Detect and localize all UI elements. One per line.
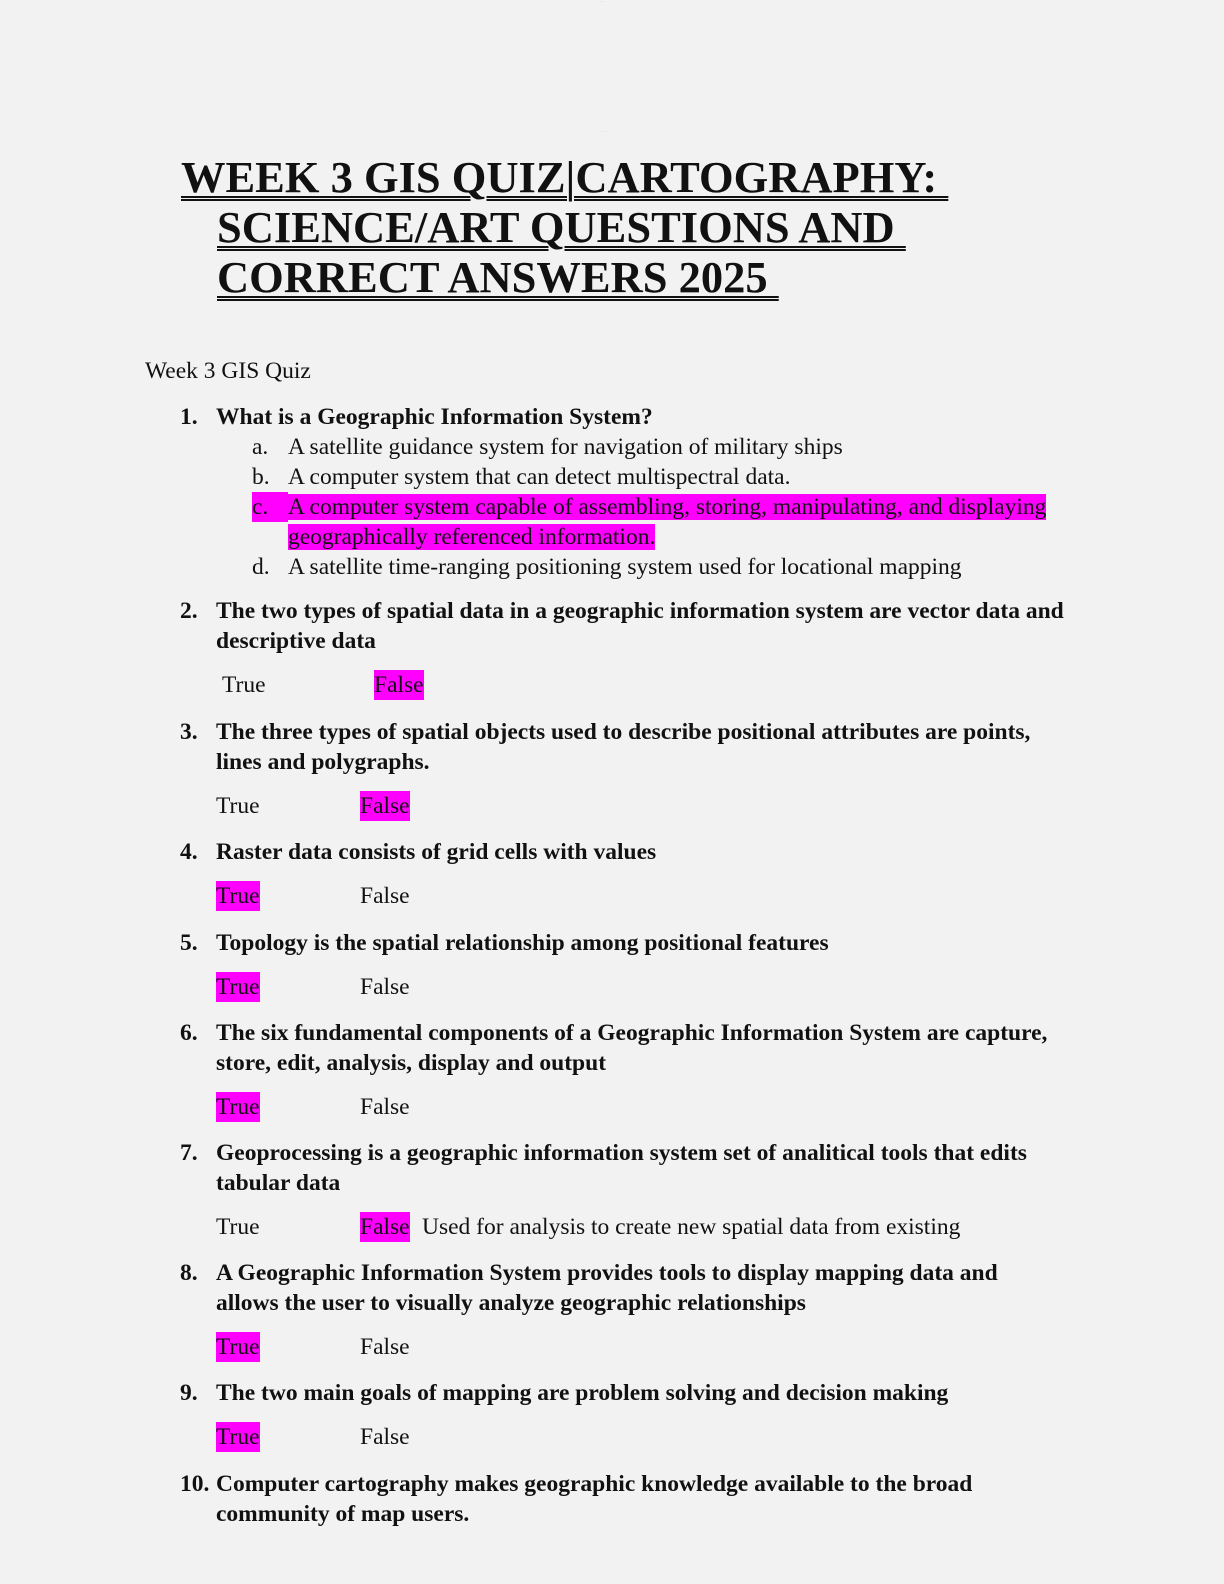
true-option: True [216, 793, 260, 819]
false-option: False [360, 1424, 410, 1450]
question-number: 6. [180, 1020, 198, 1046]
question-number: 5. [180, 930, 198, 956]
option-a [252, 432, 1062, 462]
answer-note: Used for analysis to create new spatial data from existing [422, 1214, 961, 1240]
option-d [252, 552, 1062, 582]
false-option-selected: False [360, 1214, 410, 1240]
question-number: 9. [180, 1380, 198, 1406]
true-false-row [180, 1332, 1080, 1362]
true-option-selected: True [216, 1094, 260, 1120]
option-list [180, 432, 1080, 582]
question-text: Topology is the spatial relationship among positional features [216, 930, 829, 956]
question-text: What is a Geographic Information System? [216, 404, 653, 430]
true-option-selected: True [216, 883, 260, 909]
true-option: True [216, 1214, 260, 1240]
option-text-wrap [288, 492, 1047, 552]
false-option-selected: False [360, 793, 410, 819]
true-false-row [180, 670, 1080, 700]
true-option: True [222, 672, 266, 698]
question-text: The three types of spatial objects used to describe positional attributes are points, lines and polygraphs. [216, 719, 1031, 775]
question-2 [180, 596, 1080, 700]
true-false-row [180, 791, 1080, 821]
true-option-selected: True [216, 974, 260, 1000]
question-text: A Geographic Information System provides tools to display mapping data and allows the user to visually analyze geographic relationships [216, 1260, 998, 1316]
question-3 [180, 717, 1080, 821]
true-false-row [180, 1212, 1080, 1242]
page-title [181, 152, 1081, 302]
question-text: Computer cartography makes geographic knowledge available to the broad community of map users. [216, 1471, 973, 1527]
false-option: False [360, 974, 410, 1000]
question-8 [180, 1258, 1080, 1362]
false-option: False [360, 1334, 410, 1360]
question-number: 1. [180, 404, 198, 430]
question-number: 2. [180, 598, 198, 624]
question-10 [180, 1469, 1080, 1529]
question-text: Raster data consists of grid cells with values [216, 839, 657, 865]
true-false-row [180, 972, 1080, 1002]
question-number: 3. [180, 719, 198, 745]
title-line-1: WEEK 3 GIS QUIZ|CARTOGRAPHY: [181, 152, 949, 202]
header-mark-top: · · · [600, 0, 605, 4]
false-option-selected: False [374, 672, 424, 698]
question-4 [180, 837, 1080, 911]
title-line-3: CORRECT ANSWERS 2025 [217, 252, 779, 302]
option-text-highlighted: A computer system capable of assembling, storing, manipulating, and displaying geographically referenced information. [288, 494, 1047, 550]
question-1 [180, 402, 1080, 582]
question-number: 8. [180, 1260, 198, 1286]
true-option-selected: True [216, 1424, 260, 1450]
header-mark-second: · · · · [600, 130, 607, 134]
quiz-subtitle: Week 3 GIS Quiz [145, 358, 311, 384]
false-option: False [360, 883, 410, 909]
option-text: A computer system that can detect multispectral data. [288, 464, 791, 490]
true-false-row [180, 1092, 1080, 1122]
true-false-row [180, 881, 1080, 911]
true-option-selected: True [216, 1334, 260, 1360]
option-label: d. [252, 554, 270, 580]
question-6 [180, 1018, 1080, 1122]
question-5 [180, 928, 1080, 1002]
option-label: c. [252, 492, 288, 522]
option-text: A satellite guidance system for navigation of military ships [288, 434, 843, 460]
option-label: a. [252, 434, 269, 460]
question-number: 10. [180, 1471, 210, 1497]
title-line-2: SCIENCE/ART QUESTIONS AND [217, 202, 906, 252]
question-text: Geoprocessing is a geographic information system set of analitical tools that edits tabular data [216, 1140, 1027, 1196]
option-text: A satellite time-ranging positioning system used for locational mapping [288, 554, 962, 580]
question-7 [180, 1138, 1080, 1242]
question-text: The two types of spatial data in a geographic information system are vector data and descriptive data [216, 598, 1064, 654]
question-number: 7. [180, 1140, 198, 1166]
question-number: 4. [180, 839, 198, 865]
question-text: The two main goals of mapping are problem solving and decision making [216, 1380, 949, 1406]
true-false-row [180, 1422, 1080, 1452]
false-option: False [360, 1094, 410, 1120]
question-9 [180, 1378, 1080, 1452]
option-label: b. [252, 464, 270, 490]
option-c-correct-answer [252, 492, 1047, 552]
question-text: The six fundamental components of a Geographic Information System are capture, store, edit, analysis, display and output [216, 1020, 1048, 1076]
option-b [252, 462, 1062, 492]
